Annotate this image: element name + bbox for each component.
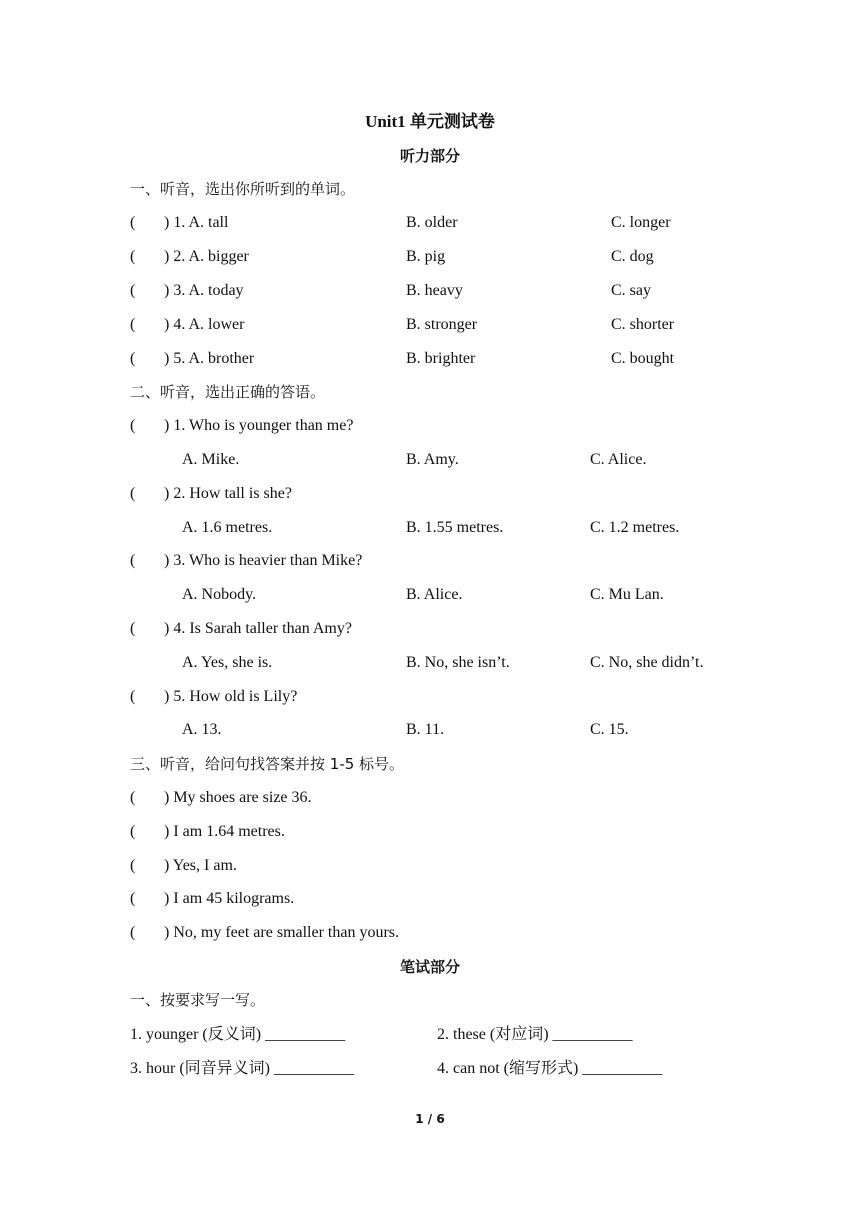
s2-q4-text: ) 4. Is Sarah taller than Amy? bbox=[164, 620, 352, 637]
s2-q3-text: ) 3. Who is heavier than Mike? bbox=[164, 552, 363, 569]
s2-q3-option-c: C. Mu Lan. bbox=[590, 586, 664, 603]
s3-a4-text: ) I am 45 kilograms. bbox=[164, 890, 295, 907]
answer-paren: ( bbox=[130, 485, 136, 502]
s1-q3-text: ) 3. A. today bbox=[164, 282, 244, 299]
s1-q5-option-c: C. bought bbox=[611, 350, 675, 367]
s1-q1-option-c: C. longer bbox=[611, 214, 671, 231]
s2-q2-options bbox=[130, 516, 750, 540]
s2-q4-option-a: A. Yes, she is. bbox=[182, 654, 273, 671]
s2-q5-options bbox=[130, 718, 750, 742]
answer-paren: ( bbox=[130, 417, 136, 434]
s3-answer-2 bbox=[130, 820, 750, 844]
s2-question-3 bbox=[130, 549, 750, 573]
s3-answer-1 bbox=[130, 786, 750, 810]
s2-q1-options bbox=[130, 448, 750, 472]
writing-item-4: 4. can not (缩写形式) __________ bbox=[437, 1060, 663, 1077]
s1-q5-text: ) 5. A. brother bbox=[164, 350, 255, 367]
s1-q4-option-b: B. stronger bbox=[406, 316, 478, 333]
section-1-heading: 一、听音，选出你所听到的单词。 bbox=[130, 180, 356, 198]
answer-paren: ( bbox=[130, 857, 136, 874]
s2-q5-option-a: A. 13. bbox=[182, 721, 222, 738]
s1-question-5 bbox=[130, 347, 750, 371]
s1-q3-option-b: B. heavy bbox=[406, 282, 463, 299]
s3-answer-3 bbox=[130, 854, 750, 878]
s2-question-5 bbox=[130, 685, 750, 709]
answer-paren: ( bbox=[130, 924, 136, 941]
writing-row-2 bbox=[130, 1057, 750, 1081]
s2-q5-option-b: B. 11. bbox=[406, 721, 445, 738]
s1-question-3 bbox=[130, 279, 750, 303]
answer-paren: ( bbox=[130, 214, 136, 231]
s1-q1-text: ) 1. A. tall bbox=[164, 214, 229, 231]
answer-paren: ( bbox=[130, 890, 136, 907]
s3-a1-text: ) My shoes are size 36. bbox=[164, 789, 312, 806]
answer-paren: ( bbox=[130, 823, 136, 840]
writing-row-1 bbox=[130, 1023, 750, 1047]
s2-q3-option-b: B. Alice. bbox=[406, 586, 463, 603]
s1-q3-option-c: C. say bbox=[611, 282, 651, 299]
s1-question-4 bbox=[130, 313, 750, 337]
answer-paren: ( bbox=[130, 282, 136, 299]
listening-heading: 听力部分 bbox=[399, 147, 460, 165]
s3-answer-4 bbox=[130, 887, 750, 911]
s1-q4-option-c: C. shorter bbox=[611, 316, 675, 333]
answer-paren: ( bbox=[130, 248, 136, 265]
s2-q4-option-b: B. No, she isn’t. bbox=[406, 654, 510, 671]
s1-question-2 bbox=[130, 245, 750, 269]
s1-question-1 bbox=[130, 211, 750, 235]
s2-q2-option-b: B. 1.55 metres. bbox=[406, 519, 504, 536]
s2-question-1 bbox=[130, 414, 750, 438]
s1-q2-option-c: C. dog bbox=[611, 248, 654, 265]
writing-item-1: 1. younger (反义词) __________ bbox=[130, 1026, 346, 1043]
answer-paren: ( bbox=[130, 789, 136, 806]
answer-paren: ( bbox=[130, 350, 136, 367]
s2-q4-option-c: C. No, she didn’t. bbox=[590, 654, 704, 671]
s2-q4-options bbox=[130, 651, 750, 675]
s2-q1-option-c: C. Alice. bbox=[590, 451, 647, 468]
s2-q3-options bbox=[130, 583, 750, 607]
s2-q1-text: ) 1. Who is younger than me? bbox=[164, 417, 354, 434]
s2-q5-text: ) 5. How old is Lily? bbox=[164, 688, 298, 705]
s2-q2-option-a: A. 1.6 metres. bbox=[182, 519, 273, 536]
s2-q2-option-c: C. 1.2 metres. bbox=[590, 519, 680, 536]
answer-paren: ( bbox=[130, 688, 136, 705]
writing-heading: 笔试部分 bbox=[399, 958, 460, 976]
writing-item-3: 3. hour (同音异义词) __________ bbox=[130, 1060, 354, 1077]
s1-q2-text: ) 2. A. bigger bbox=[164, 248, 249, 265]
s3-a3-text: ) Yes, I am. bbox=[164, 857, 237, 874]
page-title: Unit1 单元测试卷 bbox=[365, 112, 495, 131]
s3-a2-text: ) I am 1.64 metres. bbox=[164, 823, 285, 840]
answer-paren: ( bbox=[130, 552, 136, 569]
s2-q2-text: ) 2. How tall is she? bbox=[164, 485, 292, 502]
section-2-heading: 二、听音，选出正确的答语。 bbox=[130, 383, 326, 401]
s2-q1-option-b: B. Amy. bbox=[406, 451, 459, 468]
s1-q2-option-b: B. pig bbox=[406, 248, 446, 265]
writing-item-2: 2. these (对应词) __________ bbox=[437, 1026, 633, 1043]
answer-paren: ( bbox=[130, 620, 136, 637]
s3-answer-5 bbox=[130, 921, 750, 945]
writing-section-1-heading: 一、按要求写一写。 bbox=[130, 991, 266, 1009]
s2-q1-option-a: A. Mike. bbox=[182, 451, 240, 468]
s1-q1-option-b: B. older bbox=[406, 214, 458, 231]
answer-paren: ( bbox=[130, 316, 136, 333]
s1-q5-option-b: B. brighter bbox=[406, 350, 476, 367]
page-number: 1 / 6 bbox=[415, 1112, 445, 1126]
section-3-heading: 三、听音，给问句找答案并按 1-5 标号。 bbox=[130, 755, 405, 773]
s2-question-2 bbox=[130, 482, 750, 506]
s2-question-4 bbox=[130, 617, 750, 641]
s2-q5-option-c: C. 15. bbox=[590, 721, 629, 738]
s2-q3-option-a: A. Nobody. bbox=[182, 586, 257, 603]
s3-a5-text: ) No, my feet are smaller than yours. bbox=[164, 924, 400, 941]
s1-q4-text: ) 4. A. lower bbox=[164, 316, 245, 333]
